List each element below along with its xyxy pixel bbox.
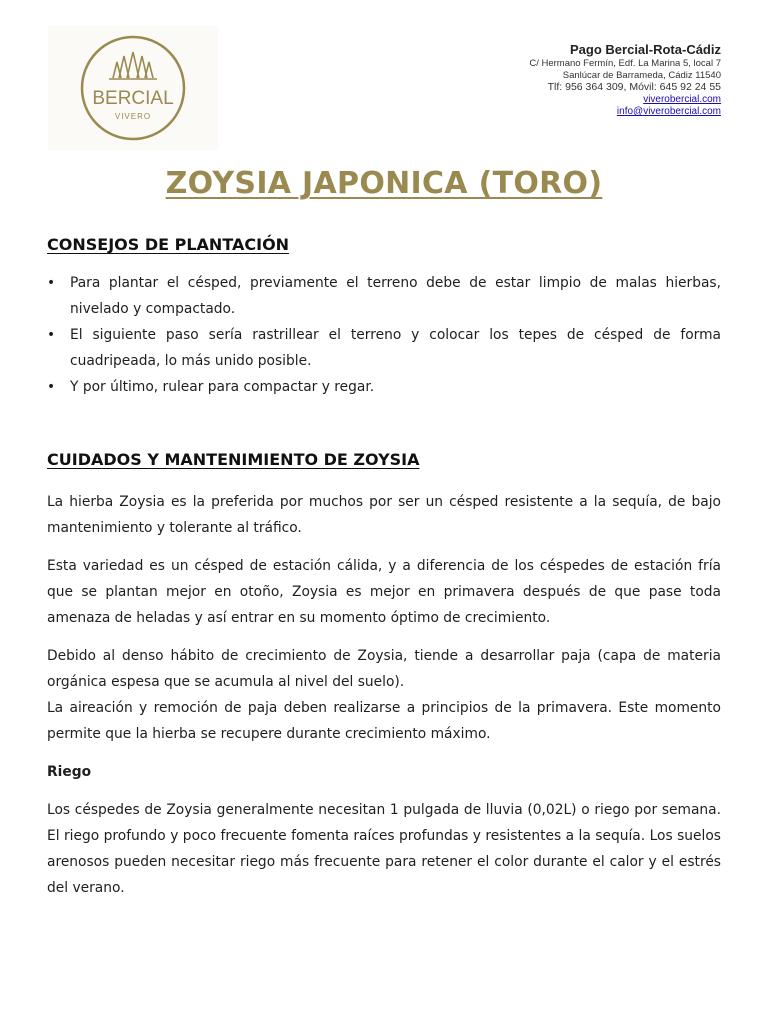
logo-sub-text: VIVERO <box>114 112 152 121</box>
paragraph-aeration: La aireación y remoción de paja deben realizarse a principios de la primavera. Este momento permite que la hierba se recupere durante crecimiento máximo. <box>47 700 721 742</box>
paragraph-season: Esta variedad es un césped de estación cálida, y a diferencia de los céspedes de estación fría que se plantan mejor en otoño, Zoysia es mejor en primavera después de que pase toda amenaza de heladas y así entrar en su momento óptimo de crecimiento. <box>47 558 721 626</box>
document-title <box>0 166 768 201</box>
planting-tips-list <box>47 270 721 400</box>
company-info <box>529 42 721 118</box>
logo-brand-text: BERCIAL <box>92 88 174 109</box>
company-address-2: Sanlúcar de Barrameda, Cádiz 11540 <box>562 69 721 81</box>
company-name: Pago Bercial-Rota-Cádiz <box>570 42 721 57</box>
document-title-text: ZOYSIA JAPONICA (TORO) <box>165 166 603 201</box>
list-item: • Para plantar el césped, previamente el terreno debe de estar limpio de malas hierbas, nivelado y compactado. <box>70 270 721 322</box>
bercial-logo-emblem <box>79 32 187 144</box>
company-email-link[interactable]: info@viverobercial.com <box>616 106 721 117</box>
list-item: • Y por último, rulear para compactar y regar. <box>70 374 721 400</box>
list-item: • El siguiente paso sería rastrillear el terreno y colocar los tepes de césped de forma cuadripeada, lo más unido posible. <box>70 322 721 374</box>
company-phone: Tlf: 956 364 309, Móvil: 645 92 24 55 <box>547 81 721 93</box>
company-logo <box>48 26 218 150</box>
grass-icon <box>109 52 157 79</box>
company-website-link[interactable]: viverobercial.com <box>643 94 721 105</box>
section-heading-care: CUIDADOS Y MANTENIMIENTO DE ZOYSIA <box>47 450 420 469</box>
paragraph-watering: Los céspedes de Zoysia generalmente necesitan 1 pulgada de lluvia (0,02L) o riego por semana. El riego profundo y poco frecuente fomenta raíces profundas y resistentes a la sequía. Los suelos arenosos pueden necesitar riego más frecuente para retener el color durante el calor y el estrés del verano. <box>47 802 721 896</box>
document-body <box>47 232 721 901</box>
company-address-1: C/ Hermano Fermín, Edf. La Marina 5, local 7 <box>529 58 721 69</box>
paragraph-intro: La hierba Zoysia es la preferida por muchos por ser un césped resistente a la sequía, de bajo mantenimiento y tolerante al tráfico. <box>47 494 721 536</box>
section-heading-planting: CONSEJOS DE PLANTACIÓN <box>47 235 290 254</box>
paragraph-thatch: Debido al denso hábito de crecimiento de Zoysia, tiende a desarrollar paja (capa de materia orgánica espesa que se acumula al nivel del suelo). <box>47 648 721 690</box>
subheading-watering: Riego <box>47 764 92 780</box>
